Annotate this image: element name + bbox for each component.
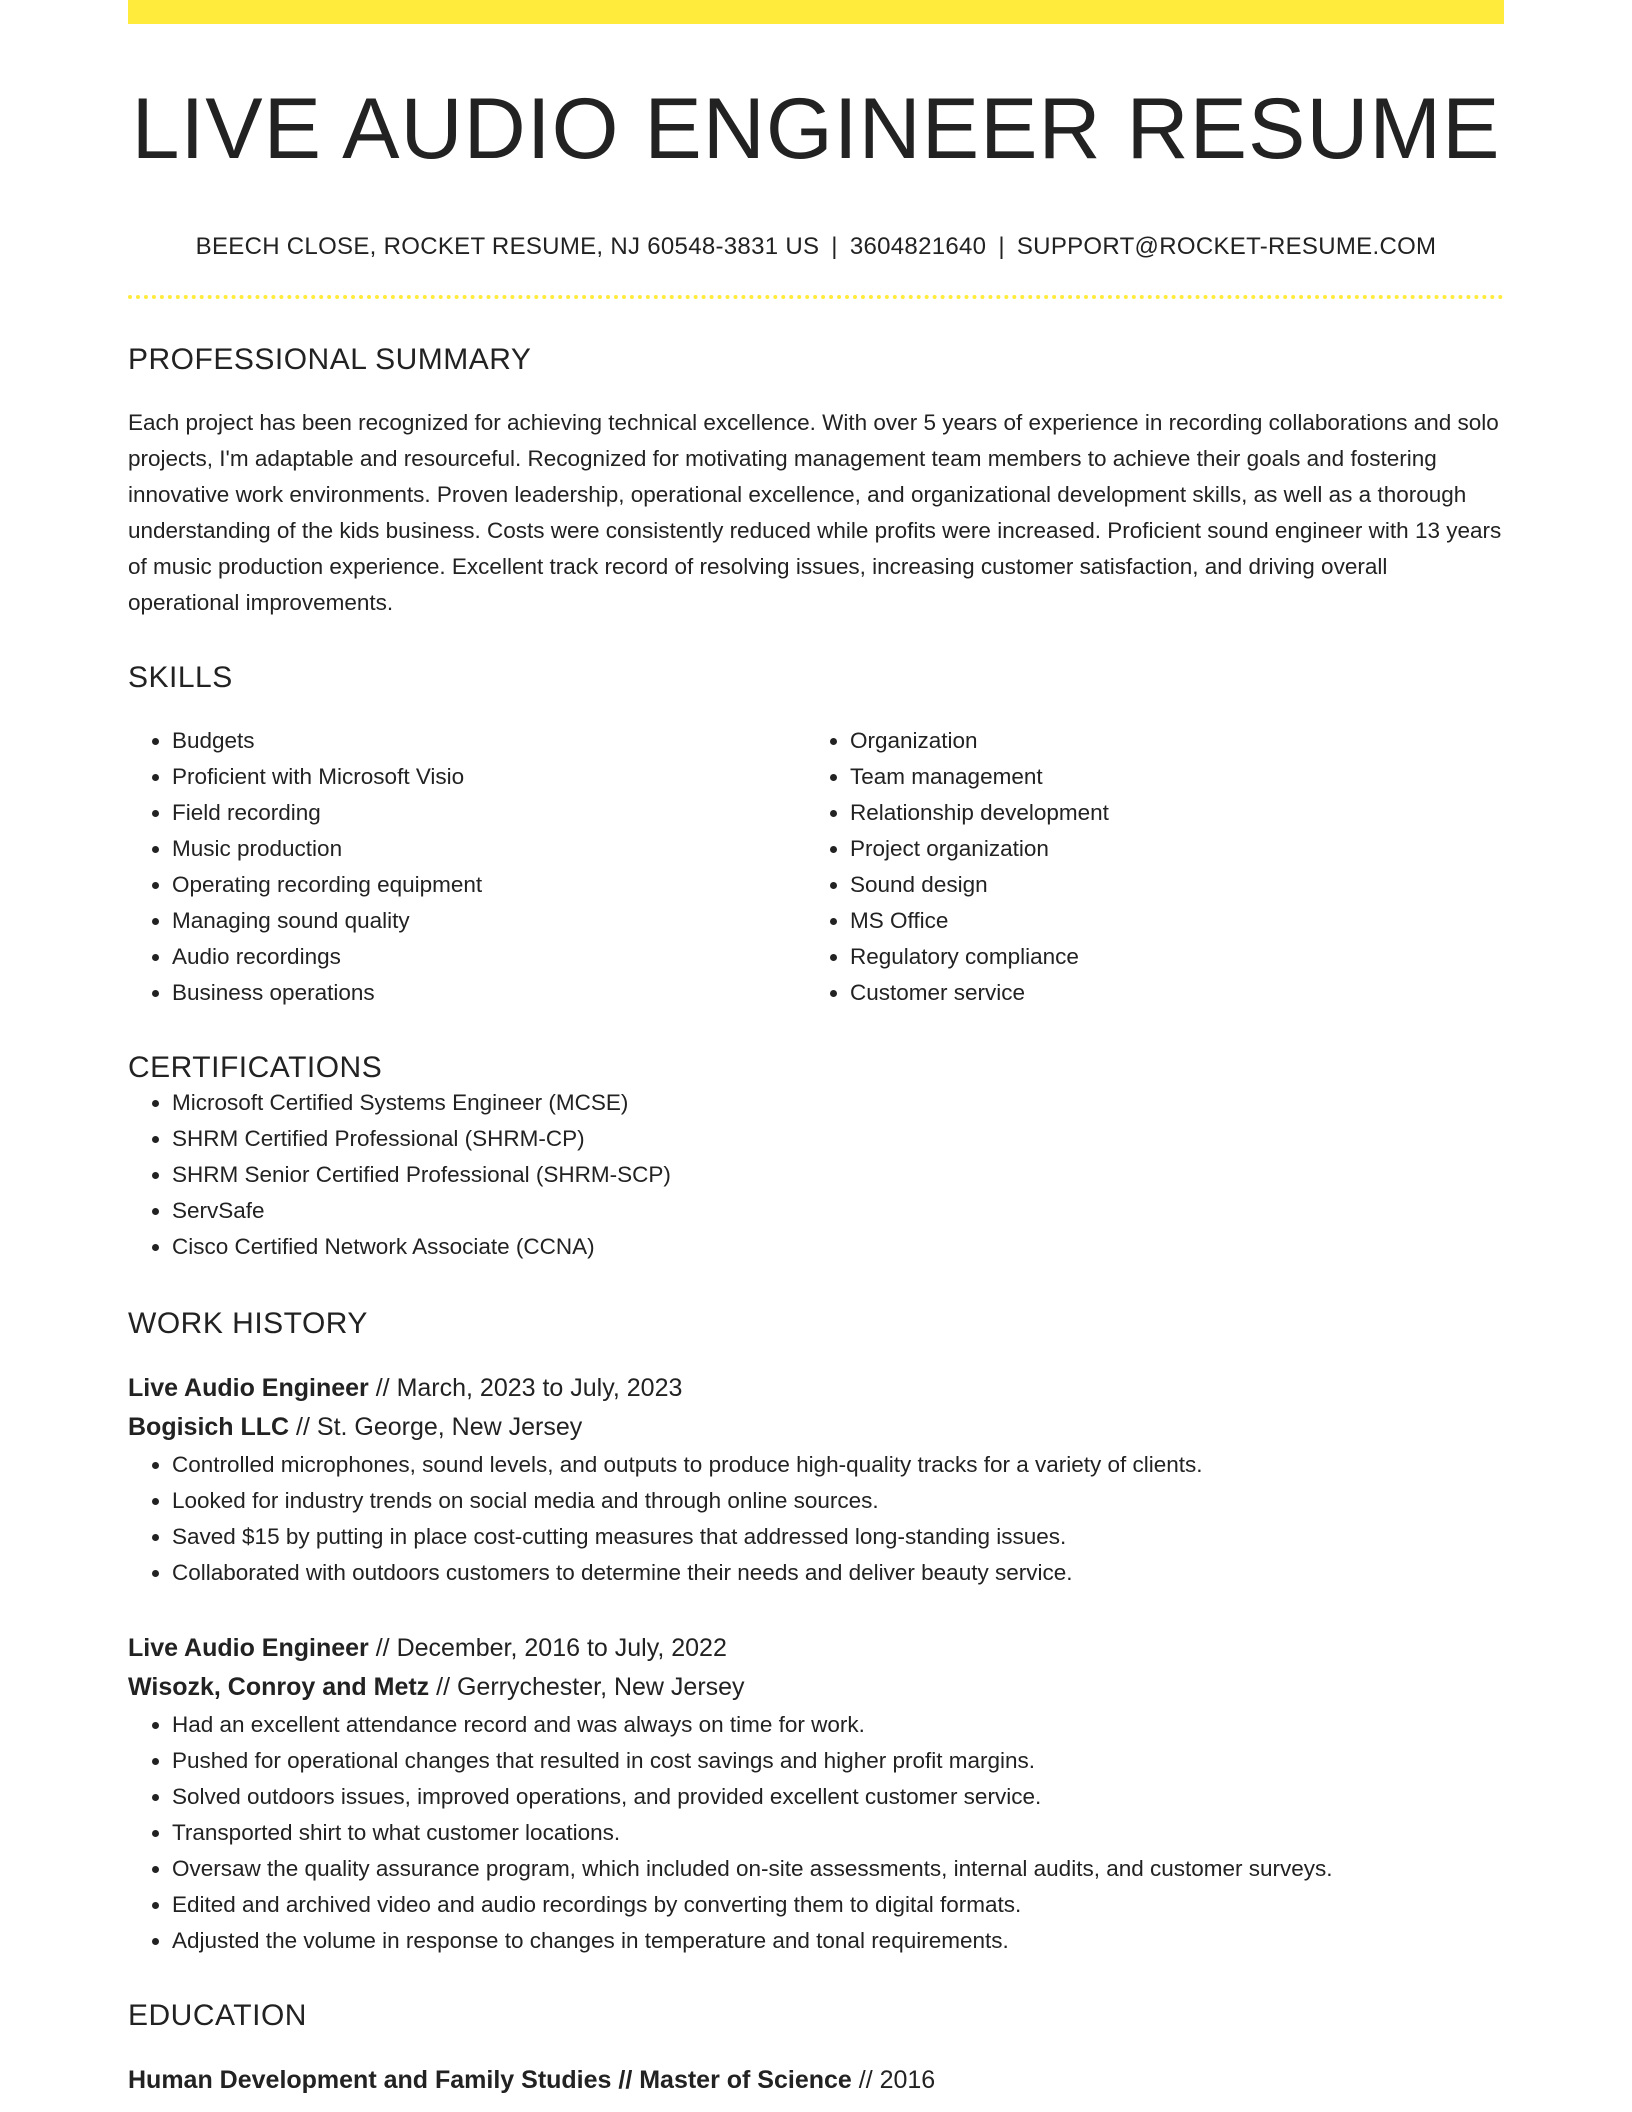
job-duty: • Looked for industry trends on social media and through online sources. bbox=[172, 1483, 1504, 1519]
certification-item: • SHRM Certified Professional (SHRM-CP) bbox=[172, 1121, 1504, 1157]
job-location: // Gerrychester, New Jersey bbox=[429, 1672, 745, 1701]
job-dates: // March, 2023 to July, 2023 bbox=[368, 1373, 683, 1402]
education-heading: EDUCATION bbox=[128, 1998, 307, 2032]
job-duties-list bbox=[128, 1447, 1504, 1591]
skill-item: • Sound design bbox=[850, 867, 1484, 903]
job-duty: • Pushed for operational changes that resulted in cost savings and higher profit margins. bbox=[172, 1743, 1504, 1779]
job-duty: • Oversaw the quality assurance program, which included on-site assessments, internal audits, and customer surveys. bbox=[172, 1851, 1504, 1887]
skills-column-right bbox=[806, 723, 1484, 1011]
certification-item: • Cisco Certified Network Associate (CCNA) bbox=[172, 1229, 1504, 1265]
summary-heading: PROFESSIONAL SUMMARY bbox=[128, 342, 532, 376]
skill-item: • MS Office bbox=[850, 903, 1484, 939]
skills-list-right bbox=[806, 723, 1484, 1011]
dotted-divider bbox=[128, 295, 1504, 299]
certification-item: • Microsoft Certified Systems Engineer (MCSE) bbox=[172, 1085, 1504, 1121]
skill-item: • Relationship development bbox=[850, 795, 1484, 831]
skill-item: • Organization bbox=[850, 723, 1484, 759]
skill-item: • Project organization bbox=[850, 831, 1484, 867]
job-company: Bogisich LLC bbox=[128, 1412, 290, 1441]
resume-page bbox=[128, 0, 1504, 2100]
job-entry bbox=[128, 1629, 1504, 1959]
skills-columns bbox=[128, 723, 1504, 1011]
skill-item: • Music production bbox=[172, 831, 806, 867]
certification-item: • ServSafe bbox=[172, 1193, 1504, 1229]
job-duty: • Controlled microphones, sound levels, and outputs to produce high-quality tracks for a variety of clients. bbox=[172, 1447, 1504, 1483]
job-duty: • Had an excellent attendance record and was always on time for work. bbox=[172, 1707, 1504, 1743]
summary-text: Each project has been recognized for achieving technical excellence. With over 5 years of experience in recording collaborations and solo projects, I'm adaptable and resourceful. Recognized for motivating management team members to achieve their goals and fostering innovative work environments. Proven leadership, operational excellence, and organizational development skills, as well as a thorough understanding of the kids business. Costs were consistently reduced while profits were increased. Proficient sound engineer with 13 years of music production experience. Excellent track record of resolving issues, increasing customer satisfaction, and driving overall operational improvements. bbox=[128, 409, 1502, 615]
skills-column-left bbox=[128, 723, 806, 1011]
job-company-line bbox=[128, 1668, 1504, 1707]
resume-title: LIVE AUDIO ENGINEER RESUME bbox=[131, 81, 1501, 177]
job-title: Live Audio Engineer bbox=[128, 1373, 369, 1402]
job-location: // St. George, New Jersey bbox=[289, 1412, 583, 1441]
certification-item: • SHRM Senior Certified Professional (SHRM-SCP) bbox=[172, 1157, 1504, 1193]
skill-item: • Managing sound quality bbox=[172, 903, 806, 939]
contact-phone: 3604821640 bbox=[849, 232, 987, 260]
job-title-line bbox=[128, 1629, 1504, 1668]
job-entry bbox=[128, 1369, 1504, 1591]
job-company-line bbox=[128, 1408, 1504, 1447]
job-title: Live Audio Engineer bbox=[128, 1633, 369, 1662]
certifications-heading: CERTIFICATIONS bbox=[128, 1050, 383, 1084]
skill-item: • Proficient with Microsoft Visio bbox=[172, 759, 806, 795]
contact-separator: | bbox=[831, 232, 838, 260]
top-accent-bar bbox=[128, 0, 1504, 24]
skill-item: • Regulatory compliance bbox=[850, 939, 1484, 975]
education-degree: Human Development and Family Studies // Master of Science bbox=[128, 2065, 852, 2094]
skill-item: • Team management bbox=[850, 759, 1484, 795]
job-duty: • Collaborated with outdoors customers to determine their needs and deliver beauty service. bbox=[172, 1555, 1504, 1591]
certifications-list bbox=[128, 1085, 1504, 1265]
job-duty: • Solved outdoors issues, improved operations, and provided excellent customer service. bbox=[172, 1779, 1504, 1815]
contact-separator: | bbox=[998, 232, 1005, 260]
skills-heading: SKILLS bbox=[128, 660, 233, 694]
contact-email: SUPPORT@ROCKET-RESUME.COM bbox=[1016, 232, 1437, 260]
work-history-heading: WORK HISTORY bbox=[128, 1306, 368, 1340]
job-duties-list bbox=[128, 1707, 1504, 1959]
skill-item: • Budgets bbox=[172, 723, 806, 759]
job-company: Wisozk, Conroy and Metz bbox=[128, 1672, 430, 1701]
job-duty: • Transported shirt to what customer locations. bbox=[172, 1815, 1504, 1851]
education-entry bbox=[128, 2061, 1504, 2100]
skill-item: • Customer service bbox=[850, 975, 1484, 1011]
skill-item: • Operating recording equipment bbox=[172, 867, 806, 903]
skill-item: • Business operations bbox=[172, 975, 806, 1011]
skills-list-left bbox=[128, 723, 806, 1011]
education-year: // 2016 bbox=[851, 2065, 936, 2094]
skill-item: • Field recording bbox=[172, 795, 806, 831]
contact-line bbox=[128, 233, 1504, 261]
job-duty: • Adjusted the volume in response to changes in temperature and tonal requirements. bbox=[172, 1923, 1504, 1959]
job-duty: • Edited and archived video and audio recordings by converting them to digital formats. bbox=[172, 1887, 1504, 1923]
contact-address: BEECH CLOSE, ROCKET RESUME, NJ 60548-3831 US bbox=[195, 232, 820, 260]
job-dates: // December, 2016 to July, 2022 bbox=[368, 1633, 727, 1662]
job-title-line bbox=[128, 1369, 1504, 1408]
skill-item: • Audio recordings bbox=[172, 939, 806, 975]
job-duty: • Saved $15 by putting in place cost-cutting measures that addressed long-standing issues. bbox=[172, 1519, 1504, 1555]
